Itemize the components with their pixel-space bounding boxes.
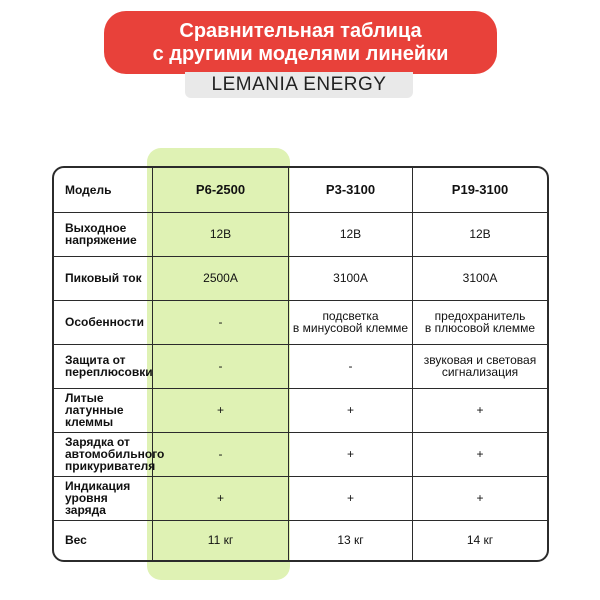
table-cell-line: +: [476, 447, 484, 461]
row-label-line: Особенности: [65, 315, 145, 329]
row-label-line: Литые латунные: [65, 391, 124, 417]
column-header-model: P19-3100: [451, 182, 509, 197]
table-row: [54, 476, 547, 520]
table-cell: [153, 388, 289, 432]
table-row: [54, 344, 547, 388]
row-label: [54, 520, 153, 560]
table-cell-line: +: [216, 403, 224, 417]
row-label-line: Пиковый ток: [65, 271, 142, 285]
table-cell-line: звуковая и световая: [423, 353, 537, 367]
table-cell-line: -: [218, 359, 223, 373]
column-header-model: P3-3100: [289, 168, 413, 212]
table-cell-line: 12В: [469, 227, 491, 241]
table-cell-line: 13 кг: [337, 533, 364, 547]
row-label-line: переплюсовки: [65, 365, 153, 379]
table-cell-line: в минусовой клемме: [292, 321, 409, 335]
column-header-label: Модель: [54, 168, 153, 212]
table-cell: [153, 344, 289, 388]
table-cell-line: 12В: [209, 227, 232, 241]
comparison-table: [52, 166, 549, 562]
table-cell: [153, 212, 289, 256]
table-cell-line: 3100А: [333, 271, 368, 285]
table-row: [54, 520, 547, 560]
row-label-line: Защита от: [65, 353, 126, 367]
row-label-line: автомобильного: [65, 447, 165, 461]
row-label: [54, 344, 153, 388]
row-label-line: уровня заряда: [65, 491, 108, 517]
table-row: [54, 256, 547, 300]
table-cell: [413, 520, 547, 560]
table-header-row: [54, 168, 547, 212]
table-cell-line: предохранитель: [434, 309, 526, 323]
table-cell-line: 12В: [339, 227, 362, 241]
table-cell: [153, 476, 289, 520]
row-label-line: Выходное: [65, 221, 127, 235]
table-row: [54, 432, 547, 476]
table-row: [54, 300, 547, 344]
table-cell-line: -: [348, 359, 353, 373]
table-cell: [153, 256, 289, 300]
table-cell: [289, 432, 413, 476]
table-cell-line: в плюсовой клемме: [424, 321, 536, 335]
row-label-line: напряжение: [65, 233, 137, 247]
table-cell-line: сигнализация: [441, 365, 519, 379]
table-cell-line: +: [476, 491, 484, 505]
brand-label: LEMANIA ENERGY: [185, 72, 413, 98]
row-label-line: Вес: [65, 533, 87, 547]
table-cell: [289, 256, 413, 300]
row-label-line: клеммы: [65, 415, 114, 429]
title-line-2: с другими моделями линейки: [152, 42, 449, 65]
row-label: [54, 212, 153, 256]
row-label: [54, 256, 153, 300]
row-label-line: прикуривателя: [65, 459, 156, 473]
table-cell-line: подсветка: [322, 309, 379, 323]
table-cell-line: +: [346, 403, 354, 417]
table-cell-line: 3100А: [462, 271, 498, 285]
table-cell: [289, 212, 413, 256]
row-label-line: Индикация: [65, 479, 131, 493]
table-cell-line: -: [218, 447, 223, 461]
row-label: [54, 432, 165, 476]
title-banner: [104, 11, 497, 74]
table-cell: [153, 520, 289, 560]
table-row: [54, 212, 547, 256]
table-row: [54, 388, 547, 432]
table-cell: [413, 256, 547, 300]
table-cell-line: +: [346, 447, 354, 461]
table-cell: [289, 344, 413, 388]
row-label-line: Зарядка от: [65, 435, 130, 449]
table-cell-line: 11 кг: [207, 533, 234, 547]
table-cell: [413, 344, 547, 388]
table-cell: [413, 212, 547, 256]
table-cell-line: 14 кг: [466, 533, 494, 547]
column-header-model: P6-2500: [153, 168, 289, 212]
table-cell: [413, 432, 547, 476]
table-cell-line: 2500А: [203, 271, 238, 285]
row-label: [54, 476, 153, 520]
table-cell-line: +: [476, 403, 484, 417]
table-cell: [153, 300, 289, 344]
row-label: [54, 388, 153, 432]
row-label: [54, 300, 153, 344]
table-cell: [413, 388, 547, 432]
title-line-1: Сравнительная таблица: [179, 19, 422, 42]
table-cell: [289, 520, 413, 560]
table-cell: [289, 476, 413, 520]
table-cell-line: -: [218, 315, 223, 329]
table-cell: [413, 476, 547, 520]
table-cell-line: +: [216, 491, 224, 505]
table-cell-line: +: [346, 491, 354, 505]
table-cell: [413, 300, 547, 344]
table-cell: [153, 432, 289, 476]
table-cell: [289, 388, 413, 432]
table-cell: [289, 300, 413, 344]
